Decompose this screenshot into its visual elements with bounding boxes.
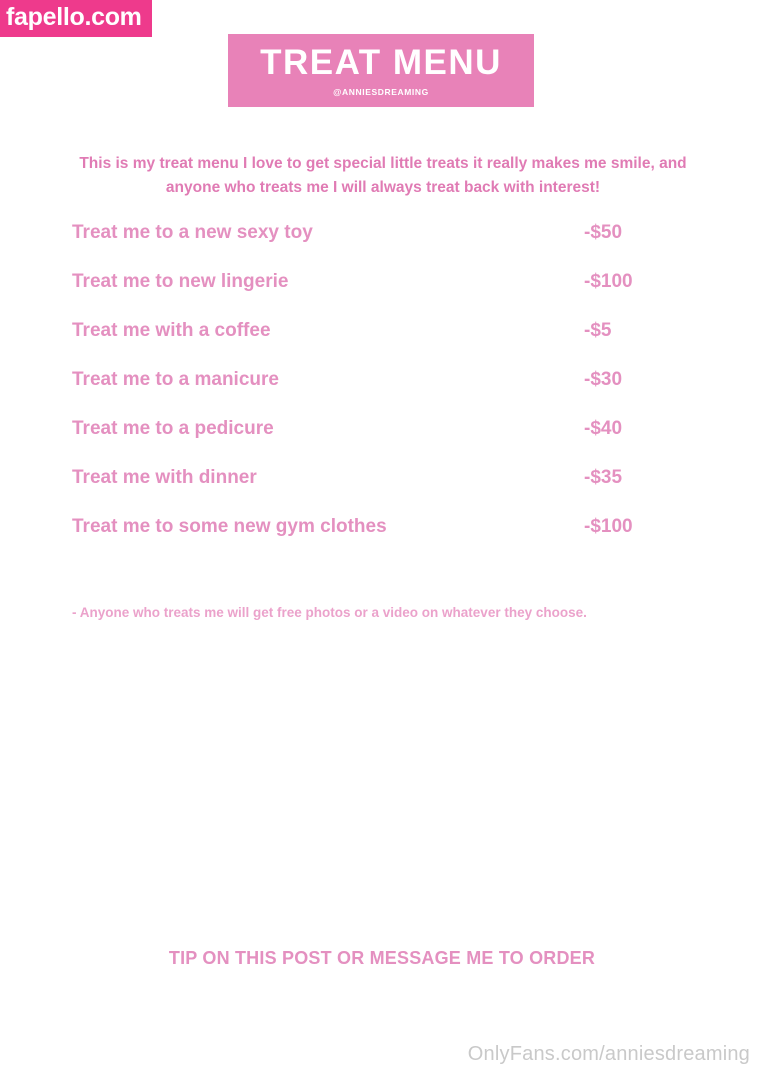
page-title: TREAT MENU	[260, 42, 502, 82]
treat-label: Treat me to a pedicure	[72, 418, 274, 439]
treat-label: Treat me to a new sexy toy	[72, 222, 313, 243]
list-item	[72, 271, 692, 320]
list-item	[72, 467, 692, 516]
list-item	[72, 320, 692, 369]
list-item	[72, 516, 692, 565]
call-to-action: TIP ON THIS POST OR MESSAGE ME TO ORDER	[168, 948, 596, 968]
treat-price: -$40	[584, 418, 623, 439]
treat-price: -$50	[584, 222, 623, 243]
treat-label: Treat me to a manicure	[72, 369, 279, 390]
treat-label: Treat me to new lingerie	[72, 271, 289, 292]
list-item	[72, 418, 692, 467]
list-item	[72, 369, 692, 418]
treat-label: Treat me to some new gym clothes	[72, 516, 387, 537]
treat-price: -$100	[584, 516, 633, 537]
fapello-watermark: fapello.com	[0, 0, 152, 37]
intro-paragraph: This is my treat menu I love to get special little treats it really makes me smile, and anyone who treats me I will always treat back with interest!	[79, 155, 687, 197]
treat-price: -$100	[584, 271, 633, 292]
treat-label: Treat me with a coffee	[72, 320, 271, 341]
treat-price: -$30	[584, 369, 623, 390]
title-banner	[228, 34, 534, 107]
list-item	[72, 222, 692, 271]
treat-price: -$5	[584, 320, 612, 341]
footnote-text: - Anyone who treats me will get free photos or a video on whatever they choose.	[72, 605, 587, 620]
site-credit: OnlyFans.com/anniesdreaming	[467, 1043, 750, 1065]
treat-price: -$35	[584, 467, 623, 488]
treat-list	[72, 222, 692, 565]
treat-label: Treat me with dinner	[72, 467, 257, 488]
handle-label: @ANNIESDREAMING	[333, 86, 429, 97]
